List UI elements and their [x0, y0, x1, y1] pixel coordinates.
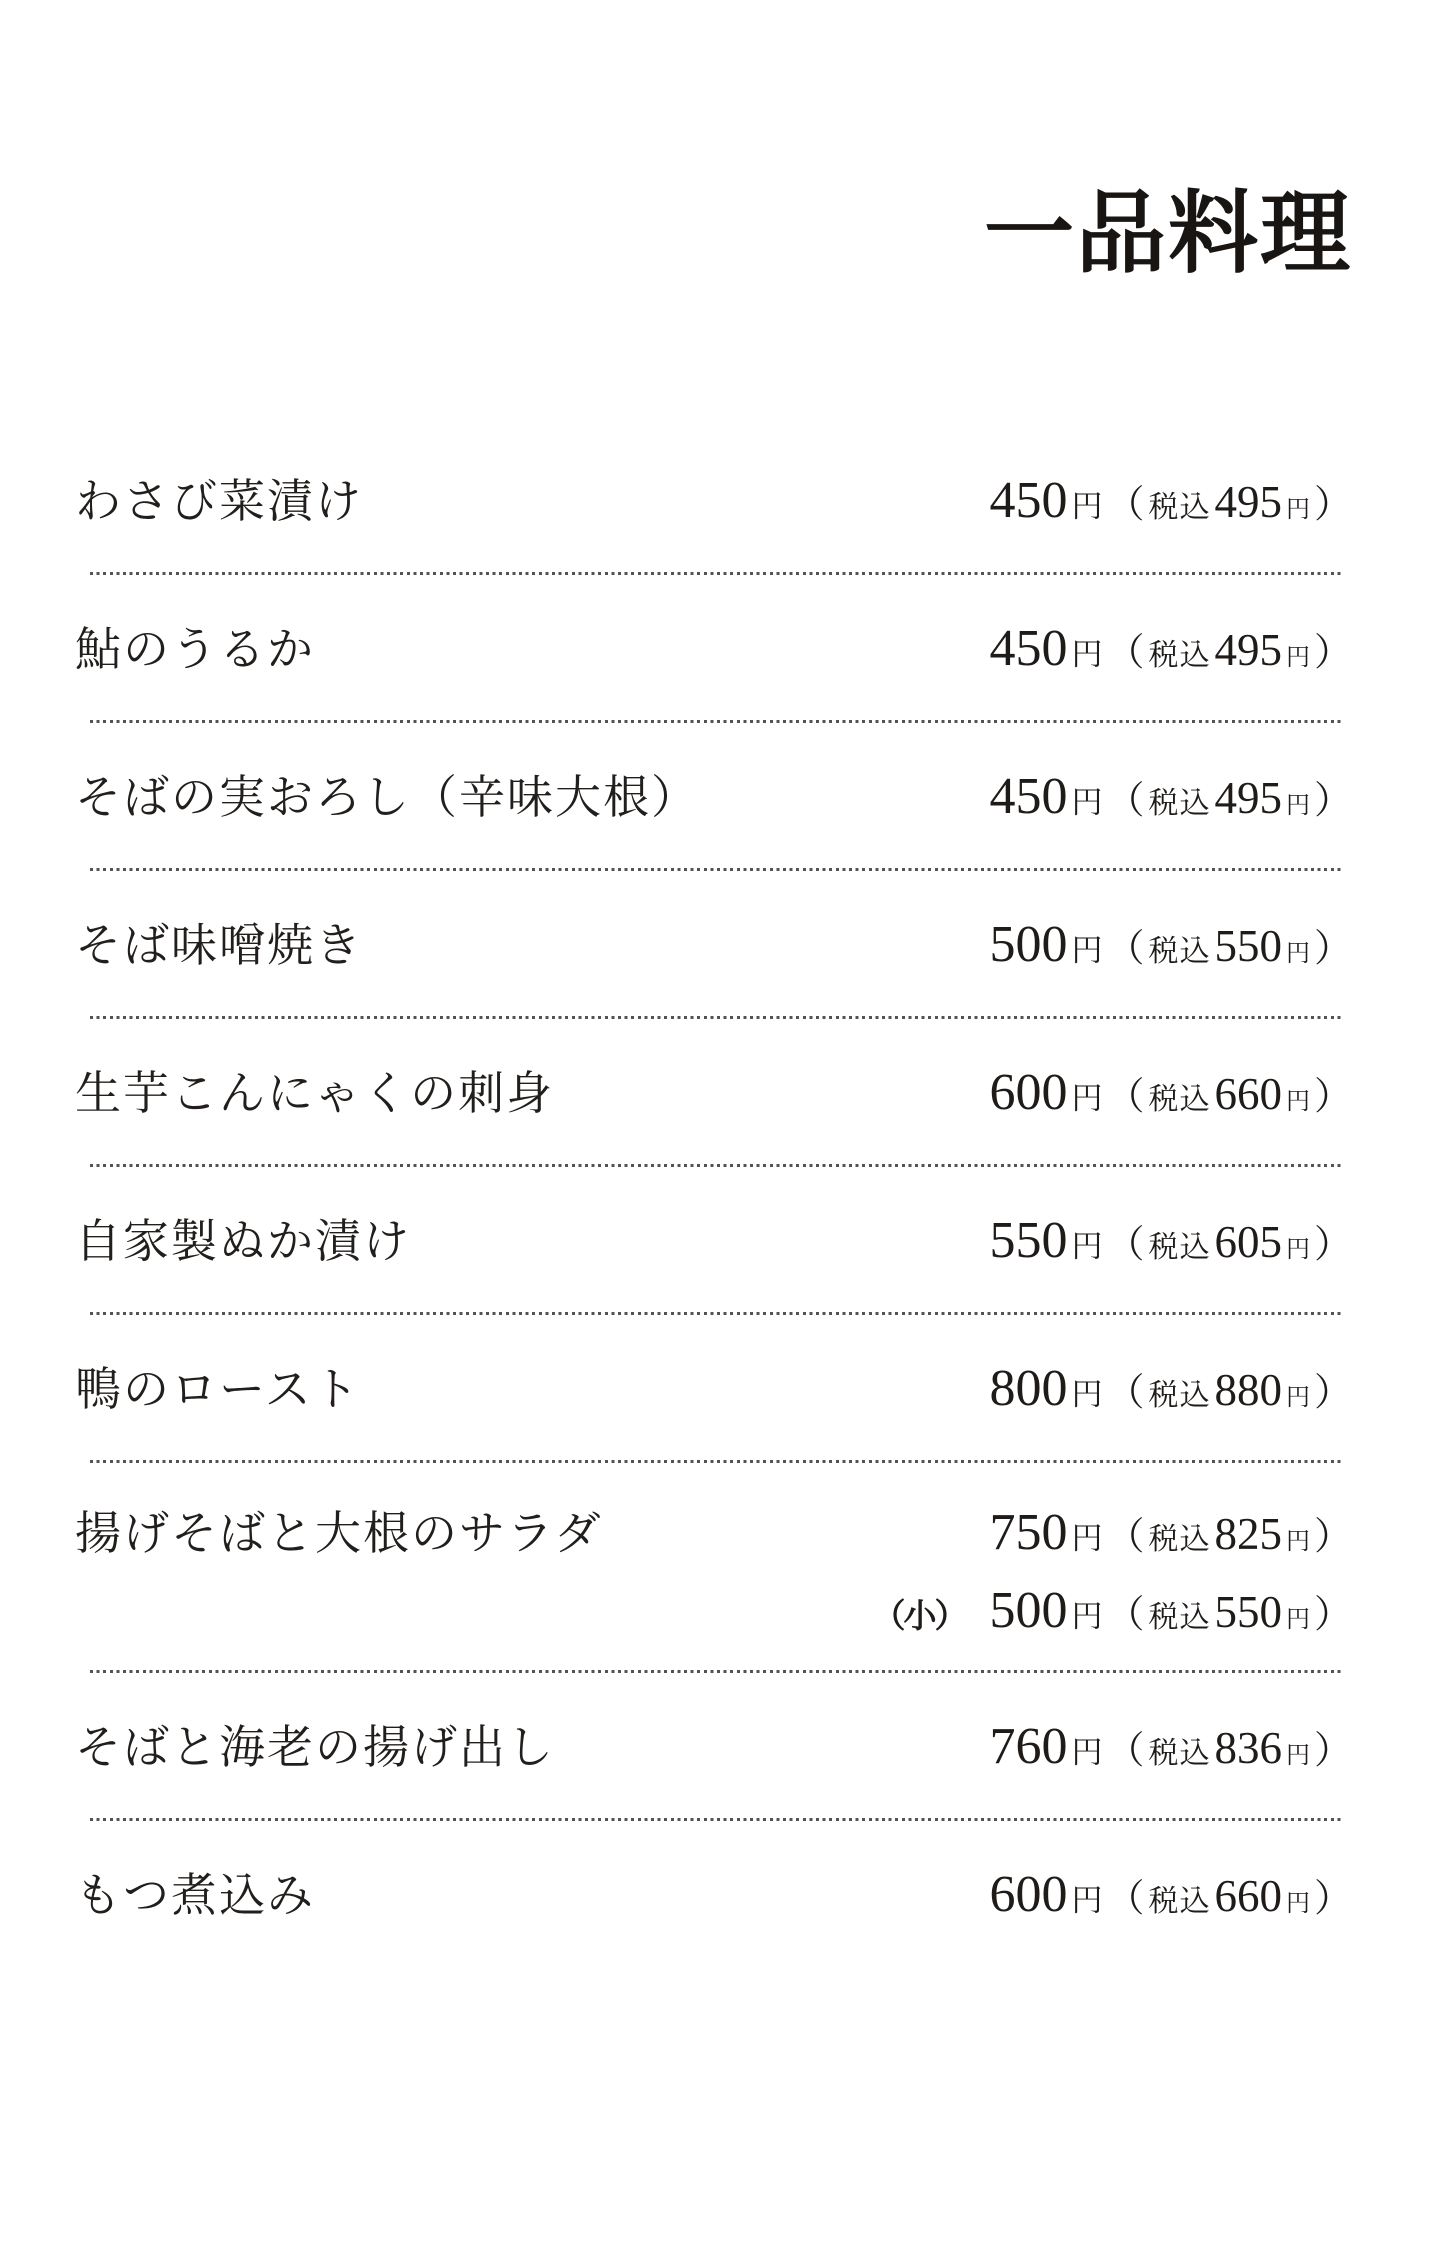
- tax-included-label: 税込: [1148, 1601, 1211, 1634]
- paren-close-icon: ）: [1313, 1730, 1352, 1772]
- menu-item-row: [75, 1463, 1352, 1673]
- yen-suffix: 円: [1071, 489, 1103, 524]
- item-subline: [75, 1582, 1352, 1639]
- paren-close-icon: ）: [1313, 1594, 1352, 1636]
- yen-suffix-small: 円: [1285, 1743, 1310, 1769]
- size-label: （小）: [872, 1597, 966, 1634]
- item-name: そばの実おろし（辛味大根）: [75, 772, 699, 823]
- menu-item-row: [75, 1315, 1352, 1463]
- yen-suffix: 円: [1071, 1229, 1103, 1264]
- item-line: [75, 768, 1352, 825]
- paren-open-icon: （: [1106, 1730, 1145, 1772]
- paren-open-icon: （: [1106, 1076, 1145, 1118]
- price-amount: 800: [989, 1360, 1068, 1417]
- item-line: [75, 1064, 1352, 1121]
- item-name: 自家製ぬか漬け: [75, 1216, 411, 1267]
- menu-item-row: [75, 1673, 1352, 1821]
- tax-amount: 605: [1214, 1217, 1282, 1267]
- yen-suffix-small: 円: [1285, 1089, 1310, 1115]
- yen-suffix-small: 円: [1285, 1891, 1310, 1917]
- item-price: [989, 768, 1352, 825]
- item-name: そばと海老の揚げ出し: [75, 1722, 555, 1773]
- yen-suffix-small: 円: [1285, 1385, 1310, 1411]
- menu-item-row: [75, 575, 1352, 723]
- item-line: [75, 1866, 1352, 1923]
- item-name: 鴨のロースト: [75, 1364, 361, 1415]
- menu-list: [75, 427, 1352, 1969]
- item-name: そば味噌焼き: [75, 920, 363, 971]
- item-price: [989, 472, 1352, 529]
- tax-included-label: 税込: [1148, 1083, 1211, 1116]
- tax-amount: 550: [1214, 1587, 1282, 1637]
- item-price: [989, 1212, 1352, 1269]
- price-amount: 450: [989, 472, 1068, 529]
- item-line: [75, 1718, 1352, 1775]
- menu-item-row: [75, 871, 1352, 1019]
- item-name: わさび菜漬け: [75, 476, 363, 527]
- paren-open-icon: （: [1106, 484, 1145, 526]
- tax-included-label: 税込: [1148, 1231, 1211, 1264]
- tax-included-label: 税込: [1148, 1523, 1211, 1556]
- tax-amount: 880: [1214, 1365, 1282, 1415]
- price-amount: 500: [989, 1582, 1068, 1639]
- tax-amount: 660: [1214, 1871, 1282, 1921]
- yen-suffix: 円: [1071, 637, 1103, 672]
- price-amount: 600: [989, 1866, 1068, 1923]
- yen-suffix-small: 円: [1285, 1529, 1310, 1555]
- paren-close-icon: ）: [1313, 484, 1352, 526]
- paren-open-icon: （: [1106, 632, 1145, 674]
- yen-suffix: 円: [1071, 785, 1103, 820]
- tax-included-label: 税込: [1148, 1885, 1211, 1918]
- paren-close-icon: ）: [1313, 780, 1352, 822]
- paren-close-icon: ）: [1313, 1224, 1352, 1266]
- yen-suffix: 円: [1071, 1521, 1103, 1556]
- price-amount: 500: [989, 916, 1068, 973]
- tax-amount: 550: [1214, 921, 1282, 971]
- price-amount: 760: [989, 1718, 1068, 1775]
- yen-suffix: 円: [1071, 1377, 1103, 1412]
- yen-suffix-small: 円: [1285, 497, 1310, 523]
- tax-amount: 660: [1214, 1069, 1282, 1119]
- item-line: [75, 472, 1352, 529]
- price-amount: 550: [989, 1212, 1068, 1269]
- paren-close-icon: ）: [1313, 632, 1352, 674]
- menu-page: [0, 185, 1440, 1969]
- tax-amount: 495: [1214, 477, 1282, 527]
- item-line: [75, 1360, 1352, 1417]
- item-sub-price: [872, 1582, 1352, 1639]
- item-line: [75, 620, 1352, 677]
- menu-item-row: [75, 1167, 1352, 1315]
- tax-included-label: 税込: [1148, 639, 1211, 672]
- price-amount: 600: [989, 1064, 1068, 1121]
- yen-suffix-small: 円: [1285, 1237, 1310, 1263]
- yen-suffix: 円: [1071, 933, 1103, 968]
- item-price: [989, 1866, 1352, 1923]
- yen-suffix-small: 円: [1285, 793, 1310, 819]
- paren-open-icon: （: [1106, 780, 1145, 822]
- paren-open-icon: （: [1106, 1878, 1145, 1920]
- paren-close-icon: ）: [1313, 1878, 1352, 1920]
- tax-included-label: 税込: [1148, 491, 1211, 524]
- tax-included-label: 税込: [1148, 1379, 1211, 1412]
- price-amount: 750: [989, 1504, 1068, 1561]
- paren-close-icon: ）: [1313, 1372, 1352, 1414]
- item-price: [989, 916, 1352, 973]
- yen-suffix-small: 円: [1285, 941, 1310, 967]
- yen-suffix: 円: [1071, 1599, 1103, 1634]
- item-price: [989, 1064, 1352, 1121]
- menu-item-row: [75, 427, 1352, 575]
- menu-item-row: [75, 723, 1352, 871]
- yen-suffix: 円: [1071, 1735, 1103, 1770]
- item-name: もつ煮込み: [75, 1870, 315, 1921]
- item-price: [989, 620, 1352, 677]
- price-amount: 450: [989, 768, 1068, 825]
- paren-open-icon: （: [1106, 1224, 1145, 1266]
- tax-included-label: 税込: [1148, 935, 1211, 968]
- tax-amount: 825: [1214, 1509, 1282, 1559]
- paren-open-icon: （: [1106, 928, 1145, 970]
- item-price: [989, 1718, 1352, 1775]
- paren-close-icon: ）: [1313, 1516, 1352, 1558]
- item-name: 生芋こんにゃくの刺身: [75, 1068, 555, 1119]
- item-price: [989, 1504, 1352, 1561]
- yen-suffix-small: 円: [1285, 645, 1310, 671]
- page-title: 一品料理: [984, 185, 1352, 284]
- tax-included-label: 税込: [1148, 787, 1211, 820]
- yen-suffix: 円: [1071, 1081, 1103, 1116]
- yen-suffix-small: 円: [1285, 1607, 1310, 1633]
- paren-close-icon: ）: [1313, 928, 1352, 970]
- yen-suffix: 円: [1071, 1883, 1103, 1918]
- menu-item-row: [75, 1019, 1352, 1167]
- paren-open-icon: （: [1106, 1516, 1145, 1558]
- item-line: [75, 1504, 1352, 1561]
- item-name: 鮎のうるか: [75, 624, 315, 675]
- tax-amount: 495: [1214, 625, 1282, 675]
- item-price: [989, 1360, 1352, 1417]
- menu-item-row: [75, 1821, 1352, 1969]
- price-amount: 450: [989, 620, 1068, 677]
- tax-amount: 836: [1214, 1723, 1282, 1773]
- tax-amount: 495: [1214, 773, 1282, 823]
- tax-included-label: 税込: [1148, 1737, 1211, 1770]
- item-line: [75, 1212, 1352, 1269]
- paren-open-icon: （: [1106, 1594, 1145, 1636]
- item-name: 揚げそばと大根のサラダ: [75, 1508, 603, 1559]
- paren-open-icon: （: [1106, 1372, 1145, 1414]
- item-line: [75, 916, 1352, 973]
- paren-close-icon: ）: [1313, 1076, 1352, 1118]
